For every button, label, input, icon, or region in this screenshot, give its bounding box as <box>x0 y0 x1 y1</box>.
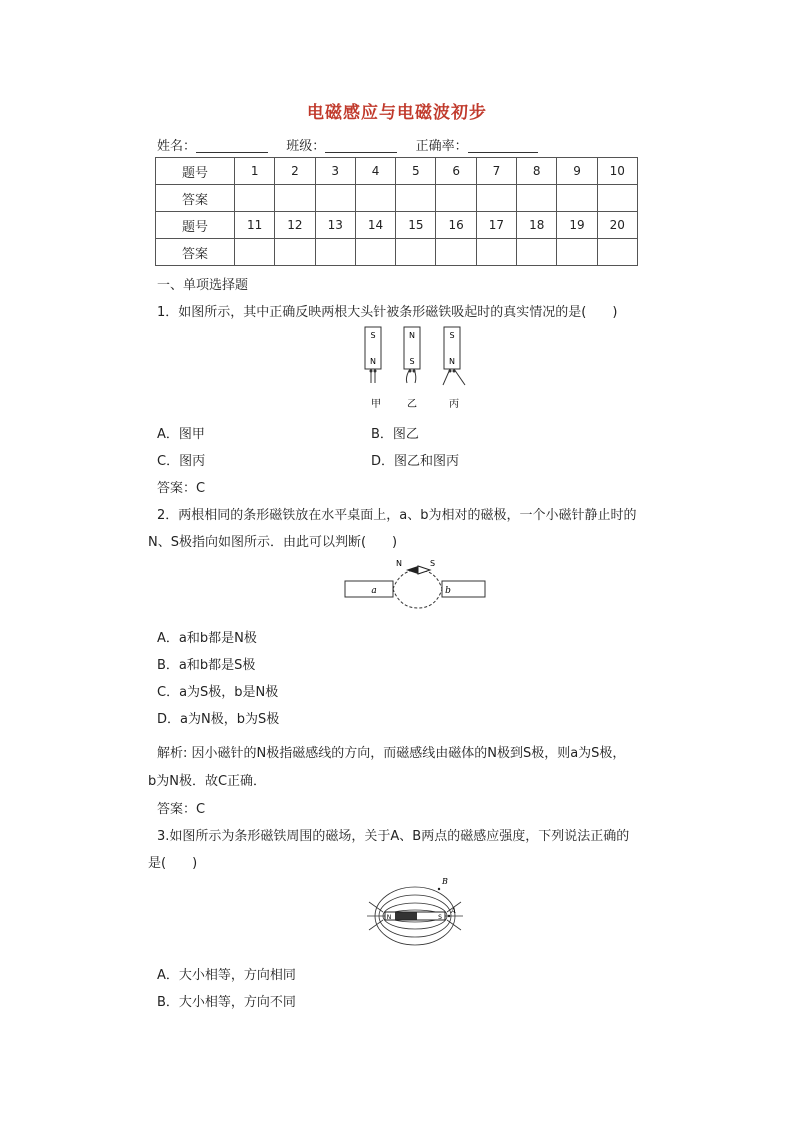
answer-table <box>155 157 638 266</box>
name-blank[interactable] <box>196 140 268 153</box>
pole-label: N <box>370 357 376 366</box>
q3-option-b[interactable]: B．大小相等，方向不同 <box>157 995 296 1010</box>
accuracy-blank[interactable] <box>468 140 538 153</box>
q2-analysis-line2: b为N极．故C正确． <box>148 774 267 789</box>
question-number: 16 <box>436 212 476 239</box>
answer-cell[interactable] <box>557 185 597 212</box>
magnet-a <box>345 581 393 597</box>
pole-label: S <box>370 331 376 340</box>
answer-header: 答案 <box>156 239 235 266</box>
q1-answer: 答案：C <box>157 481 206 496</box>
answer-cell[interactable] <box>517 239 557 266</box>
answer-cell[interactable] <box>476 239 516 266</box>
magnet-jia <box>365 327 381 383</box>
answer-header: 答案 <box>156 185 235 212</box>
q1-option-a[interactable]: A．图甲 <box>157 427 205 442</box>
q2-stem-line1: 2．两根相同的条形磁铁放在水平桌面上，a、b为相对的磁极，一个小磁针静止时的 <box>157 508 637 523</box>
table-row <box>156 158 638 185</box>
q2-option-b[interactable]: B．a和b都是S极 <box>157 658 256 673</box>
q2-option-c[interactable]: C．a为S极，b是N极 <box>157 685 279 700</box>
answer-cell[interactable] <box>315 185 355 212</box>
answer-cell[interactable] <box>557 239 597 266</box>
class-label: 班级： <box>286 139 326 154</box>
page-title: 电磁感应与电磁波初步 <box>307 103 487 123</box>
answer-cell[interactable] <box>476 185 516 212</box>
answer-cell[interactable] <box>315 239 355 266</box>
q3-stem-line2: 是( ) <box>148 856 198 871</box>
answer-cell[interactable] <box>436 239 476 266</box>
question-number: 4 <box>355 158 395 185</box>
q1-option-d[interactable]: D．图乙和图丙 <box>371 454 460 469</box>
student-info-line <box>157 135 538 154</box>
magnet-s-label: S <box>438 914 442 921</box>
q2-answer: 答案：C <box>157 802 206 817</box>
question-number: 19 <box>557 212 597 239</box>
table-row <box>156 239 638 266</box>
accuracy-label: 正确率： <box>415 139 468 154</box>
question-number: 17 <box>476 212 516 239</box>
q2-analysis-line1: 解析: 因小磁针的N极指磁感线的方向，而磁感线由磁体的N极到S极，则a为S极， <box>157 746 626 761</box>
question-number: 3 <box>315 158 355 185</box>
q1-option-c[interactable]: C．图丙 <box>157 454 206 469</box>
question-number: 1 <box>235 158 275 185</box>
question-number: 6 <box>436 158 476 185</box>
table-row <box>156 185 638 212</box>
answer-cell[interactable] <box>235 239 275 266</box>
name-label: 姓名： <box>157 139 197 154</box>
question-number-header: 题号 <box>156 158 235 185</box>
needle-s-label: S <box>430 559 436 568</box>
q2-stem-line2: N、S极指向如图所示．由此可以判断( ) <box>148 535 398 550</box>
point-a-label: A <box>451 907 457 915</box>
q1-option-b[interactable]: B．图乙 <box>371 427 419 442</box>
question-number: 8 <box>517 158 557 185</box>
question-number: 20 <box>597 212 637 239</box>
question-number: 12 <box>275 212 315 239</box>
q2-figure <box>340 556 490 614</box>
compass-needle-s <box>418 566 430 574</box>
needle-n-label: N <box>396 559 402 568</box>
question-number: 7 <box>476 158 516 185</box>
table-row <box>156 212 638 239</box>
question-number: 15 <box>396 212 436 239</box>
magnet-bing <box>443 327 465 385</box>
q3-option-a[interactable]: A．大小相等，方向相同 <box>157 968 296 983</box>
q2-option-a[interactable]: A．a和b都是N极 <box>157 631 257 646</box>
answer-cell[interactable] <box>517 185 557 212</box>
answer-cell[interactable] <box>396 239 436 266</box>
caption-bing: 丙 <box>449 399 459 410</box>
class-blank[interactable] <box>325 140 397 153</box>
question-number: 5 <box>396 158 436 185</box>
magnet-dark-half <box>395 913 417 920</box>
q3-figure <box>365 872 465 947</box>
section-heading: 一、单项选择题 <box>157 278 249 293</box>
question-number: 10 <box>597 158 637 185</box>
magnet-yi <box>404 327 420 383</box>
answer-cell[interactable] <box>396 185 436 212</box>
caption-jia: 甲 <box>371 399 381 410</box>
pole-b-label: b <box>445 586 451 596</box>
q3-stem-line1: 3.如图所示为条形磁铁周围的磁场，关于A、B两点的磁感应强度，下列说法正确的 <box>157 829 630 844</box>
question-number-header: 题号 <box>156 212 235 239</box>
q1-stem: 1．如图所示，其中正确反映两根大头针被条形磁铁吸起时的真实情况的是( ) <box>157 305 618 320</box>
question-number: 14 <box>355 212 395 239</box>
question-number: 13 <box>315 212 355 239</box>
answer-cell[interactable] <box>436 185 476 212</box>
q1-figure <box>355 325 470 413</box>
pole-label: S <box>449 331 455 340</box>
caption-yi: 乙 <box>407 399 417 410</box>
point-b-label: B <box>442 877 448 886</box>
question-number: 2 <box>275 158 315 185</box>
answer-cell[interactable] <box>235 185 275 212</box>
answer-cell[interactable] <box>355 185 395 212</box>
question-number: 9 <box>557 158 597 185</box>
magnet-n-label: N <box>386 914 392 921</box>
answer-cell[interactable] <box>275 239 315 266</box>
pole-label: N <box>409 331 415 340</box>
answer-cell[interactable] <box>597 185 637 212</box>
answer-cell[interactable] <box>275 185 315 212</box>
q2-option-d[interactable]: D．a为N极，b为S极 <box>157 712 280 727</box>
answer-cell[interactable] <box>355 239 395 266</box>
pole-label: S <box>409 357 415 366</box>
question-number: 18 <box>517 212 557 239</box>
pole-label: N <box>449 357 455 366</box>
compass-needle-n <box>406 566 418 574</box>
pole-a-label: a <box>371 586 377 596</box>
answer-cell[interactable] <box>597 239 637 266</box>
question-number: 11 <box>235 212 275 239</box>
